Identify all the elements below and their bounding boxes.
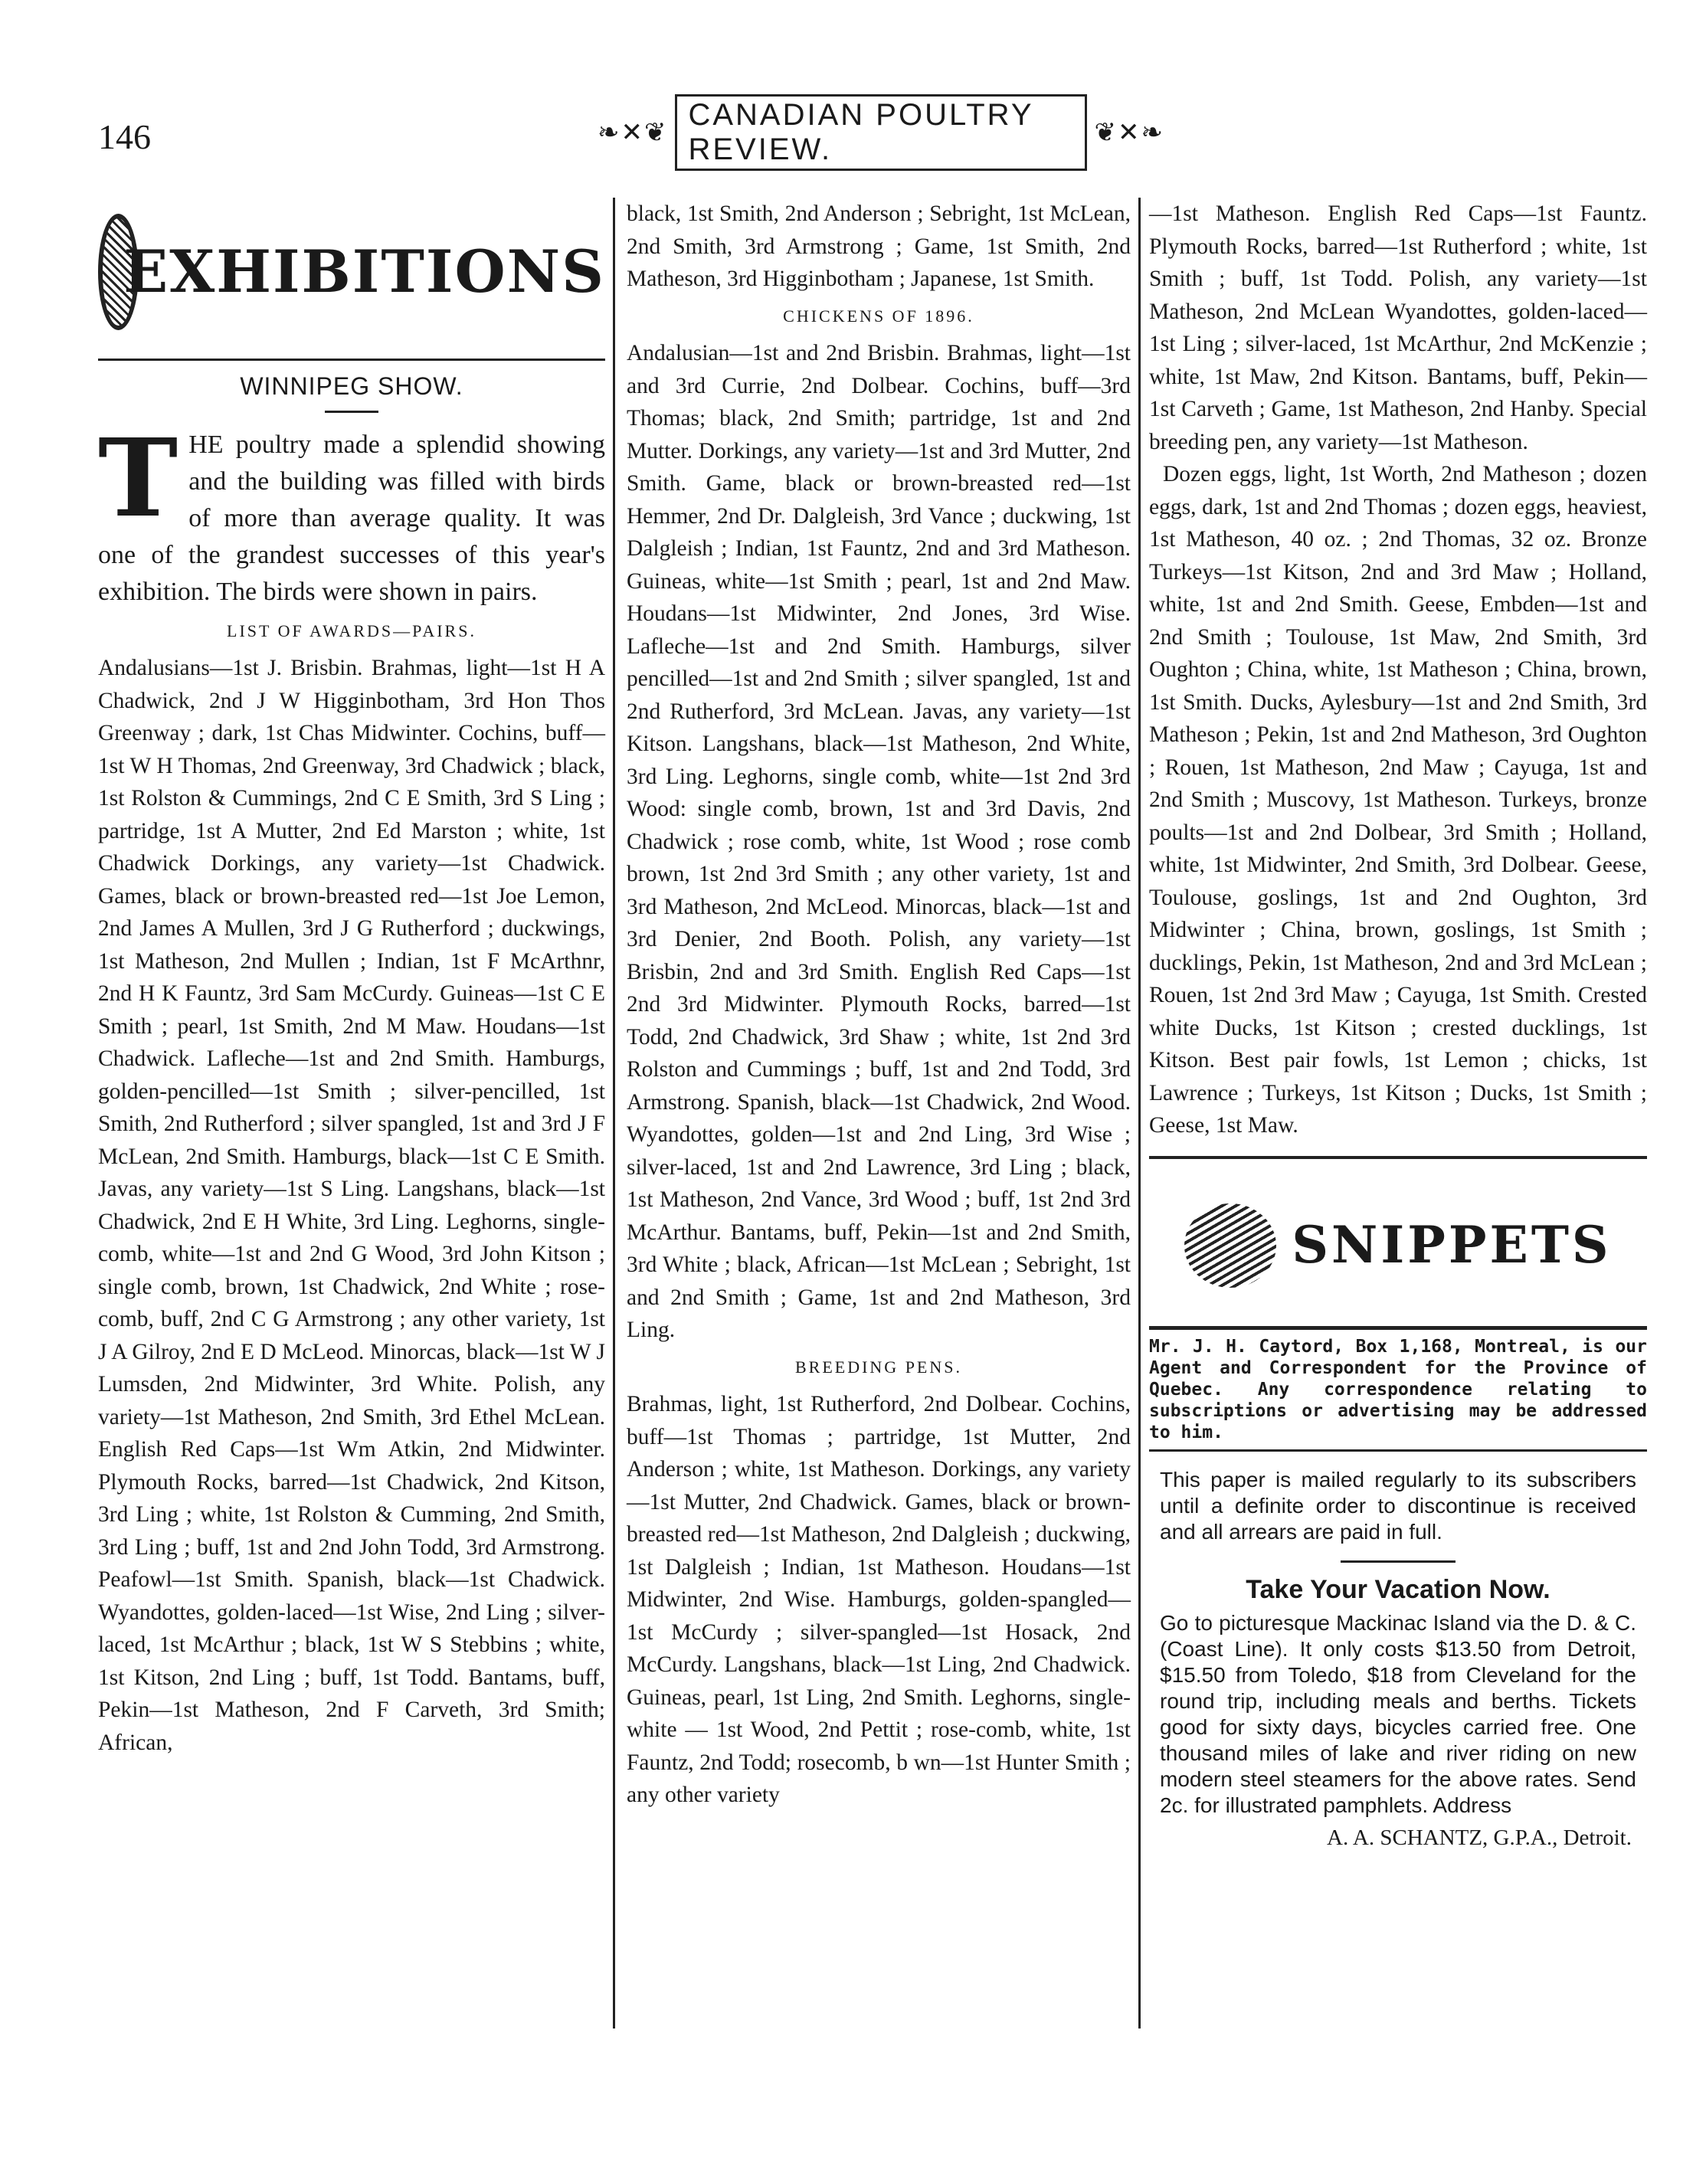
winnipeg-intro	[98, 415, 605, 611]
col3-continued-text: —1st Matheson. English Red Caps—1st Fauntz. Plymouth Rocks, barred—1st Rutherford ; white, 1st Smith ; buff, 1st Todd. Polish, any variety—1st Matheson, 2nd McLean Wyandottes, golden-laced—1st Ling ; silver-laced, 1st McArthur, 2nd McKenzie ; white, 1st Maw, 2nd Kitson. Bantams, buff, Pekin—1st Carveth ; Game, 1st Matheson, 2nd Hanby. Special breeding pen, any variety—1st Matheson.	[1149, 201, 1647, 454]
column-3	[1149, 198, 1647, 1855]
awards-heading: LIST OF AWARDS—PAIRS.	[227, 620, 476, 640]
vacation-ad-title: Take Your Vacation Now.	[1246, 1574, 1550, 1604]
exhibitions-banner	[98, 192, 605, 352]
short-divider	[325, 411, 378, 413]
vacation-ad-text: Go to picturesque Mackinac Island via the D. & C. (Coast Line). It only costs $13.50 from Detroit, $15.50 from Toledo, $18 from Cleveland for the round trip, including meals and berths. Tickets good for sixty days, bicycles carried free. One thousand miles of lake and river riding on new modern steel steamers for the above rates. Send 2c. for illustrated pamphlets. Address	[1160, 1611, 1636, 1817]
column-1	[98, 192, 605, 1759]
awards-text: Andalusians—1st J. Brisbin. Brahmas, light—1st H A Chadwick, 2nd J W Higginbotham, 3rd Hon Thos Greenway ; dark, 1st Chas Midwinter. Cochins, buff—1st W H Thomas, 2nd Greenway, 3rd Chadwick ; black, 1st Rolston & Cummings, 2nd C E Smith, 3rd S Ling ; partridge, 1st A Mutter, 2nd Ed Marston ; white, 1st Chadwick Dorkings, any variety—1st Chadwick. Games, black or brown-breasted red—1st Joe Lemon, 2nd James A Mullen, 3rd J G Rutherford ; duckwings, 1st Matheson, 2nd Mullen ; Indian, 1st F McArthnr, 2nd H K Fauntz, 3rd Sam McCurdy. Guineas—1st C E Smith ; pearl, 1st Smith, 2nd M Maw. Houdans—1st Chadwick. Lafleche—1st and 2nd Smith. Hamburgs, golden-pencilled—1st Smith ; silver-pencilled, 1st Smith, 2nd Rutherford ; silver spangled, 1st and 3rd J F McLean, 2nd Smith. Hamburgs, black—1st C E Smith. Javas, any variety—1st S Ling. Langshans, black—1st Chadwick, 2nd E H White, 3rd Ling. Leghorns, single-comb, white—1st and 2nd G Wood, 3rd John Kitson ; single comb, brown, 1st Chadwick, 2nd White ; rose-comb, buff, 2nd C G Armstrong ; any other variety, 1st J A Gilroy, 2nd E D McLeod. Minorcas, black—1st W J Lumsden, 2nd Midwinter, 3rd White. Polish, any variety—1st Matheson, 2nd Smith, 3rd Ethel McLean. English Red Caps—1st Wm Atkin, 2nd Midwinter. Plymouth Rocks, barred—1st Chadwick, 2nd Kitson, 3rd Ling ; white, 1st Rolston & Cumming, 2nd Smith, 3rd Ling ; buff, 1st and 2nd John Todd, 3rd Armstrong. Peafowl—1st Smith. Spanish, black—1st Chadwick. Wyandottes, golden-laced—1st Wise, 2nd Ling ; silver-laced, 1st McArthur ; black, 1st W S Stebbins ; white, 1st Kitson, 2nd Ling ; buff, 1st Todd. Bantams, buff, Pekin—1st Matheson, 2nd F Carveth, 3rd Smith; African,	[98, 656, 605, 1755]
column-rule-1	[613, 198, 615, 2028]
breeding-pens-text: Brahmas, light, 1st Rutherford, 2nd Dolbear. Cochins, buff—1st Thomas ; partridge, 1st Mutter, 2nd Anderson ; white, 1st Matheson. Dorkings, any variety—1st Mutter, 2nd Chadwick. Games, black or brown-breasted red—1st Matheson, 2nd Dalgleish ; duckwing, 1st Dalgleish ; Indian, 1st Matheson. Houdans—1st Midwinter, 2nd Wise. Hamburgs, golden-spangled—1st McCurdy ; silver-spangled—1st Hosack, 2nd McCurdy. Langshans, black—1st Ling, 2nd Chadwick. Guineas, pearl, 1st Ling, 2nd Smith. Leghorns, single-white — 1st Wood, 2nd Pettit ; rose-comb, white, 1st Fauntz, 2nd Todd; rosecomb, b wn—1st Hunter Smith ; any other variety	[627, 1392, 1131, 1807]
mailing-notice: This paper is mailed regularly to its subscribers until a definite order to discontinue is received and all arrears are paid in full.	[1160, 1467, 1636, 1544]
snippets-banner	[1149, 1156, 1647, 1318]
page-number: 146	[98, 117, 151, 156]
intro-text: HE poultry made a splendid showing and the building was filled with birds of more than average quality. It was one of the grandest successes of this year's exhibition. The birds were shown in pairs.	[98, 430, 605, 606]
ornament-right-icon: ❦✕❧	[1094, 119, 1164, 147]
divider	[98, 359, 605, 361]
column-2	[627, 198, 1131, 1812]
masthead	[598, 98, 1164, 166]
divider	[1149, 1449, 1647, 1452]
eggs-and-fowl-text: Dozen eggs, light, 1st Worth, 2nd Matheson ; dozen eggs, dark, 1st and 2nd Thomas ; dozen eggs, heaviest, 1st Matheson, 40 oz. ; 2nd Thomas, 32 oz. Bronze Turkeys—1st Kitson, 2nd and 3rd Maw ; Holland, white, 1st and 2nd Smith. Geese, Embden—1st and 2nd Smith ; Toulouse, 1st Maw, 2nd Smith, 3rd Oughton ; China, white, 1st Matheson ; China, brown, 1st Smith. Ducks, Aylesbury—1st and 2nd Smith, 3rd Matheson ; Pekin, 1st and 2nd Matheson, 3rd Oughton ; Rouen, 1st Matheson, 2nd Maw ; Cayuga, 1st and 2nd Smith ; Muscovy, 1st Matheson. Turkeys, bronze poults—1st and 2nd Dolbear, 3rd Smith ; Holland, white, 1st Midwinter, 2nd Smith, 3rd Dolbear. Geese, Toulouse, goslings, 1st and 2nd Oughton, 3rd Midwinter ; China, brown, goslings, 1st Smith ; ducklings, Pekin, 1st Matheson, 2nd and 3rd McLean ; Rouen, 1st 2nd 3rd Maw ; Cayuga, 1st Smith. Crested white Ducks, 1st Kitson ; crested ducklings, 1st Kitson. Best pair fowls, 1st Lemon ; chicks, 1st Lawrence ; Turkeys, 1st Kitson ; Ducks, 1st Smith ; Geese, 1st Maw.	[1149, 462, 1647, 1138]
decorative-illustration-icon	[1184, 1203, 1276, 1288]
snippets-banner-text: SNIPPETS	[1292, 1215, 1612, 1275]
col2-continued-text: black, 1st Smith, 2nd Anderson ; Sebright, 1st McLean, 2nd Smith, 3rd Armstrong ; Game, 1st Smith, 2nd Matheson, 3rd Higginbotham ; Japanese, 1st Smith.	[627, 201, 1131, 291]
masthead-title: CANADIAN POULTRY REVIEW.	[675, 94, 1086, 171]
vacation-ad-signature: A. A. SCHANTZ, G.P.A., Detroit.	[1327, 1825, 1632, 1850]
short-divider	[1341, 1560, 1456, 1563]
ornament-left-icon: ❧✕❦	[598, 119, 668, 147]
column-rule-2	[1138, 198, 1141, 2028]
chickens-heading: CHICKENS OF 1896.	[783, 306, 974, 326]
chickens-text: Andalusian—1st and 2nd Brisbin. Brahmas, light—1st and 3rd Currie, 2nd Dolbear. Cochins, buff—3rd Thomas; black, 2nd Smith; partridge, 1st and 2nd Mutter. Dorkings, any variety—1st and 3rd Mutter, 2nd Smith. Game, black or brown-breasted red—1st Hemmer, 2nd Dr. Dalgleish, 3rd Vance ; duckwing, 1st Dalgleish ; Indian, 1st Fauntz, 2nd and 3rd Matheson. Guineas, white—1st Smith ; pearl, 1st and 2nd Maw. Houdans—1st Midwinter, 2nd Jones, 3rd Wise. Lafleche—1st and 2nd Smith. Hamburgs, silver pencilled—1st and 2nd Smith ; silver spangled, 1st and 2nd Rutherford, 3rd McLean. Javas, any variety—1st Kitson. Langshans, black—1st Matheson, 2nd White, 3rd Ling. Leghorns, single comb, white—1st 2nd 3rd Wood: single comb, brown, 1st and 3rd Davis, 2nd Chadwick ; rose comb, white, 1st Wood ; rose comb brown, 1st 2nd 3rd Smith ; any other variety, 1st and 3rd Matheson, 2nd McLeod. Minorcas, black—1st and 3rd Denier, 2nd Booth. Polish, any variety—1st Brisbin, 2nd and 3rd Smith. English Red Caps—1st 2nd 3rd Midwinter. Plymouth Rocks, barred—1st Todd, 2nd Chadwick, 3rd Shaw ; white, 1st 2nd 3rd Rolston and Cummings ; buff, 1st and 2nd Todd, 3rd Armstrong. Spanish, black—1st Chadwick, 2nd Wood. Wyandottes, golden—1st and 2nd Ling, 3rd Wise ; silver-laced, 1st and 2nd Lawrence, 3rd Ling ; black, 1st Matheson, 2nd Vance, 3rd Wood ; buff, 1st 2nd 3rd McArthur. Bantams, buff, Pekin—1st and 2nd Smith, 3rd White ; black, African—1st McLean ; Sebright, 1st and 2nd Smith ; Game, 1st and 2nd Matheson, 3rd Ling.	[627, 341, 1131, 1342]
drop-cap: T	[98, 415, 178, 542]
exhibitions-banner-text: EXHIBITIONS	[123, 237, 605, 306]
winnipeg-heading: WINNIPEG SHOW.	[240, 372, 463, 400]
breeding-pens-heading: BREEDING PENS.	[794, 1357, 962, 1377]
agent-notice: Mr. J. H. Caytord, Box 1,168, Montreal, is our Agent and Correspondent for the Province of Quebec. Any correspondence relating to subscriptions or advertising may be addressed to him.	[1149, 1326, 1647, 1443]
